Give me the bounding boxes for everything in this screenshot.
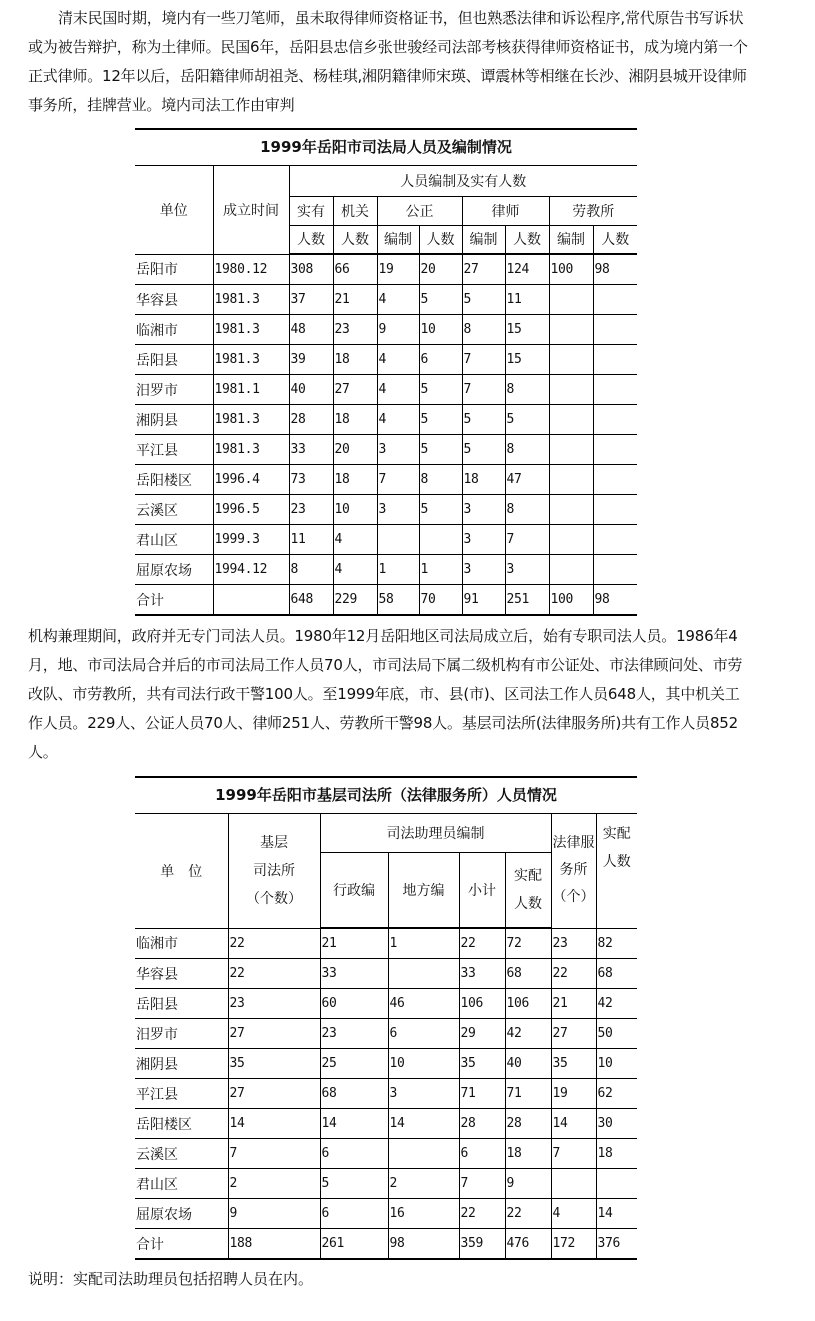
basic-office-table-title: 1999年岳阳市基层司法所（法律服务所）人员情况 xyxy=(135,776,637,814)
col-labor-count-header: 人数 xyxy=(593,225,637,254)
table-cell: 10 xyxy=(333,495,377,525)
table-cell: 28 xyxy=(289,405,333,435)
table-row xyxy=(135,1019,637,1049)
table-cell: 66 xyxy=(333,254,377,285)
table-cell: 4 xyxy=(333,525,377,555)
table-cell: 1981.3 xyxy=(213,285,289,315)
table-cell: 9 xyxy=(505,1169,551,1199)
table-cell: 100 xyxy=(549,254,593,285)
table-cell: 5 xyxy=(419,405,462,435)
table-cell: 14 xyxy=(228,1109,320,1139)
table-cell: 18 xyxy=(596,1139,637,1169)
row-label-cell: 云溪区 xyxy=(135,1139,228,1169)
table-cell: 100 xyxy=(549,585,593,616)
table-cell xyxy=(549,525,593,555)
table-cell: 251 xyxy=(505,585,549,616)
table-row xyxy=(135,959,637,989)
table-cell: 124 xyxy=(505,254,549,285)
row-label-cell: 君山区 xyxy=(135,1169,228,1199)
col-organ-header-bottom: 人数 xyxy=(333,225,377,254)
table-cell: 10 xyxy=(419,315,462,345)
row-label-cell: 屈原农场 xyxy=(135,555,213,585)
table-cell xyxy=(596,1169,637,1199)
table-row xyxy=(135,555,637,585)
table-cell: 22 xyxy=(459,928,505,959)
table-cell: 5 xyxy=(505,405,549,435)
table-cell: 1981.3 xyxy=(213,405,289,435)
table-cell: 5 xyxy=(462,285,505,315)
table-cell: 35 xyxy=(551,1049,596,1079)
table-cell xyxy=(549,285,593,315)
col-group-header: 人员编制及实有人数 xyxy=(289,166,637,196)
row-label-cell: 岳阳县 xyxy=(135,345,213,375)
col-lawyer-quota-header: 编制 xyxy=(462,225,505,254)
table-row xyxy=(135,1049,637,1079)
table-cell: 1 xyxy=(388,928,459,959)
staff-table-grid xyxy=(135,166,637,616)
table-cell: 8 xyxy=(419,465,462,495)
table-cell: 68 xyxy=(505,959,551,989)
table-row xyxy=(135,254,637,285)
row-label-cell: 合计 xyxy=(135,1229,228,1260)
table-cell: 21 xyxy=(320,928,388,959)
table-cell: 1 xyxy=(377,555,419,585)
intro-paragraph: 清末民国时期，境内有一些刀笔师，虽未取得律师资格证书，但也熟悉法律和诉讼程序,常代原告书写诉状或为被告辩护，称为土律师。民国6年，岳阳县忠信乡张世骏经司法部考核获得律师资格证书，成为境内第一个正式律师。12年以后，岳阳籍律师胡祖尧、杨桂琪,湘阴籍律师宋瑛、谭震林等相继在长沙、湘阴县城开设律师事务所，挂牌营业。境内司法工作由审判 xyxy=(28,9,748,114)
table-cell: 20 xyxy=(333,435,377,465)
table-cell: 1981.3 xyxy=(213,315,289,345)
table-cell: 22 xyxy=(459,1199,505,1229)
table-cell: 14 xyxy=(320,1109,388,1139)
t2-actual-line1: 实配 xyxy=(514,867,542,884)
table-cell: 40 xyxy=(289,375,333,405)
table-row xyxy=(135,435,637,465)
table-cell: 1996.4 xyxy=(213,465,289,495)
table-cell: 68 xyxy=(320,1079,388,1109)
table-cell: 1981.3 xyxy=(213,435,289,465)
row-label-cell: 汨罗市 xyxy=(135,1019,228,1049)
table-cell xyxy=(388,959,459,989)
table-cell xyxy=(377,525,419,555)
table-cell: 62 xyxy=(596,1079,637,1109)
table-cell: 1981.3 xyxy=(213,345,289,375)
table-cell: 14 xyxy=(551,1109,596,1139)
staff-table xyxy=(135,128,637,616)
table-cell: 14 xyxy=(388,1109,459,1139)
table-cell: 28 xyxy=(459,1109,505,1139)
table-cell xyxy=(593,375,637,405)
col-founded-header: 成立时间 xyxy=(213,166,289,254)
table-cell: 33 xyxy=(320,959,388,989)
t2-basic-office-line1: 基层 xyxy=(260,834,288,851)
table-row xyxy=(135,285,637,315)
table-cell: 15 xyxy=(505,345,549,375)
table-cell: 35 xyxy=(459,1049,505,1079)
table-cell xyxy=(549,555,593,585)
t2-admin-header: 行政编 xyxy=(320,852,388,928)
t2-basic-office-line3: （个数） xyxy=(246,890,302,907)
table-cell: 1981.1 xyxy=(213,375,289,405)
body-paragraph: 机构兼理期间，政府并无专门司法人员。1980年12月岳阳地区司法局成立后，始有专职司法人员。1986年4月，地、市司法局合并后的市司法局工作人员70人，市司法局下属二级机构有市公证处、市法律顾问处、市劳改队、市劳教所，共有司法行政干警100人。至1999年底，市、县(市)、区司法工作人员648人，其中机关工作人员。229人、公证人员70人、律师251人、劳教所干警98人。基层司法所(法律服务所)共有工作人员852人。 xyxy=(28,627,743,761)
table-cell: 27 xyxy=(551,1019,596,1049)
row-label-cell: 云溪区 xyxy=(135,495,213,525)
table-cell xyxy=(593,345,637,375)
table-cell: 7 xyxy=(228,1139,320,1169)
row-label-cell: 岳阳市 xyxy=(135,254,213,285)
col-unit-header: 单位 xyxy=(135,166,213,254)
t2-unit-header: 单 位 xyxy=(135,814,228,928)
col-lawyer-header: 律师 xyxy=(462,196,549,225)
table-cell: 1 xyxy=(419,555,462,585)
table-cell: 21 xyxy=(551,989,596,1019)
table-cell: 18 xyxy=(333,405,377,435)
table-cell: 4 xyxy=(377,285,419,315)
table-cell: 11 xyxy=(289,525,333,555)
table-row xyxy=(135,1229,637,1260)
table-row xyxy=(135,928,637,959)
table-cell: 19 xyxy=(551,1079,596,1109)
table-cell xyxy=(549,405,593,435)
table-cell: 5 xyxy=(320,1169,388,1199)
table-cell: 5 xyxy=(419,495,462,525)
table-cell: 648 xyxy=(289,585,333,616)
table-row xyxy=(135,405,637,435)
row-label-cell: 临湘市 xyxy=(135,928,228,959)
table-cell: 25 xyxy=(320,1049,388,1079)
table-cell: 58 xyxy=(377,585,419,616)
table-cell: 2 xyxy=(228,1169,320,1199)
table-cell xyxy=(388,1139,459,1169)
table-cell: 27 xyxy=(228,1019,320,1049)
table-cell xyxy=(549,435,593,465)
table-cell: 40 xyxy=(505,1049,551,1079)
table-cell: 9 xyxy=(377,315,419,345)
table-row xyxy=(135,345,637,375)
table-row xyxy=(135,1109,637,1139)
t2-basic-office-line2: 司法所 xyxy=(253,862,295,879)
table-cell: 20 xyxy=(419,254,462,285)
table-cell xyxy=(593,555,637,585)
table-cell: 47 xyxy=(505,465,549,495)
table-cell: 27 xyxy=(228,1079,320,1109)
table-cell: 5 xyxy=(462,435,505,465)
table-cell: 21 xyxy=(333,285,377,315)
table-cell: 33 xyxy=(459,959,505,989)
table-row xyxy=(135,989,637,1019)
table-cell: 7 xyxy=(505,525,549,555)
t2-basic-office-header xyxy=(228,814,320,928)
col-actual-header-top: 实有 xyxy=(289,196,333,225)
staff-table-body xyxy=(135,254,637,615)
table-cell xyxy=(549,315,593,345)
table-cell: 19 xyxy=(377,254,419,285)
table-cell xyxy=(419,525,462,555)
t2-actual-line2: 人数 xyxy=(514,895,542,912)
table-cell xyxy=(593,435,637,465)
t2-subtotal-header: 小计 xyxy=(459,852,505,928)
table-cell: 5 xyxy=(462,405,505,435)
row-label-cell: 君山区 xyxy=(135,525,213,555)
t2-assist-group-header: 司法助理员编制 xyxy=(320,814,551,852)
table-cell: 1999.3 xyxy=(213,525,289,555)
row-label-cell: 临湘市 xyxy=(135,315,213,345)
table-cell: 23 xyxy=(289,495,333,525)
table-cell: 8 xyxy=(462,315,505,345)
table-row xyxy=(135,1139,637,1169)
table-cell xyxy=(593,405,637,435)
table-cell: 9 xyxy=(228,1199,320,1229)
table-row xyxy=(135,375,637,405)
col-notary-quota-header: 编制 xyxy=(377,225,419,254)
table-cell: 229 xyxy=(333,585,377,616)
row-label-cell: 平江县 xyxy=(135,1079,228,1109)
table-cell xyxy=(549,495,593,525)
table-cell: 27 xyxy=(333,375,377,405)
table-cell xyxy=(213,585,289,616)
table-cell xyxy=(593,285,637,315)
table-cell xyxy=(593,465,637,495)
table-cell: 6 xyxy=(388,1019,459,1049)
col-organ-header-top: 机关 xyxy=(333,196,377,225)
table-row xyxy=(135,315,637,345)
table-cell: 4 xyxy=(377,375,419,405)
table-cell: 18 xyxy=(333,465,377,495)
table-cell: 30 xyxy=(596,1109,637,1139)
table-note: 说明：实配司法助理员包括招聘人员在内。 xyxy=(28,1270,314,1288)
table-cell: 5 xyxy=(419,435,462,465)
table-cell: 3 xyxy=(462,495,505,525)
t2-actual-header xyxy=(505,852,551,928)
table-cell: 1996.5 xyxy=(213,495,289,525)
table-cell: 8 xyxy=(505,375,549,405)
table-cell: 3 xyxy=(377,495,419,525)
table-cell: 7 xyxy=(551,1139,596,1169)
table-cell: 6 xyxy=(419,345,462,375)
table-cell: 42 xyxy=(596,989,637,1019)
table-cell: 106 xyxy=(459,989,505,1019)
table-cell: 28 xyxy=(505,1109,551,1139)
table-cell: 14 xyxy=(596,1199,637,1229)
col-labor-header: 劳教所 xyxy=(549,196,637,225)
row-label-cell: 屈原农场 xyxy=(135,1199,228,1229)
row-label-cell: 岳阳楼区 xyxy=(135,1109,228,1139)
row-label-cell: 汨罗市 xyxy=(135,375,213,405)
table-cell: 35 xyxy=(228,1049,320,1079)
table-cell: 6 xyxy=(320,1199,388,1229)
table-cell: 10 xyxy=(596,1049,637,1079)
table-row xyxy=(135,465,637,495)
table-cell: 42 xyxy=(505,1019,551,1049)
table-cell: 8 xyxy=(505,435,549,465)
table-cell xyxy=(549,465,593,495)
table-cell: 188 xyxy=(228,1229,320,1260)
table-cell: 11 xyxy=(505,285,549,315)
table-cell: 4 xyxy=(551,1199,596,1229)
table-cell: 5 xyxy=(419,375,462,405)
table-cell: 23 xyxy=(320,1019,388,1049)
table-cell: 22 xyxy=(551,959,596,989)
table-cell: 172 xyxy=(551,1229,596,1260)
row-label-cell: 华容县 xyxy=(135,285,213,315)
table-cell: 22 xyxy=(228,959,320,989)
table-cell: 106 xyxy=(505,989,551,1019)
table-cell: 3 xyxy=(377,435,419,465)
table-cell: 18 xyxy=(505,1139,551,1169)
table-cell: 10 xyxy=(388,1049,459,1079)
table-cell: 8 xyxy=(289,555,333,585)
table-cell: 376 xyxy=(596,1229,637,1260)
table-cell: 33 xyxy=(289,435,333,465)
table-cell: 476 xyxy=(505,1229,551,1260)
col-lawyer-count-header: 人数 xyxy=(505,225,549,254)
table-row xyxy=(135,585,637,616)
t2-legal-service-header: 法律服务所（个） xyxy=(551,814,596,928)
table-cell: 70 xyxy=(419,585,462,616)
staff-table-title: 1999年岳阳市司法局人员及编制情况 xyxy=(135,128,637,166)
table-row xyxy=(135,495,637,525)
table-cell: 68 xyxy=(596,959,637,989)
row-label-cell: 湘阴县 xyxy=(135,405,213,435)
table-cell xyxy=(593,525,637,555)
table-row xyxy=(135,1169,637,1199)
table-cell: 27 xyxy=(462,254,505,285)
t2-staff-header: 实配人数 xyxy=(596,814,637,928)
table-cell: 29 xyxy=(459,1019,505,1049)
table-cell: 2 xyxy=(388,1169,459,1199)
table-cell: 6 xyxy=(459,1139,505,1169)
table-cell: 3 xyxy=(505,555,549,585)
table-cell: 23 xyxy=(333,315,377,345)
col-notary-header: 公正 xyxy=(377,196,462,225)
basic-office-table-grid xyxy=(135,814,637,1260)
table-cell xyxy=(593,495,637,525)
table-cell: 6 xyxy=(320,1139,388,1169)
t2-local-header: 地方编 xyxy=(388,852,459,928)
table-cell: 4 xyxy=(377,405,419,435)
table-cell: 3 xyxy=(462,525,505,555)
table-cell: 3 xyxy=(388,1079,459,1109)
table-cell: 82 xyxy=(596,928,637,959)
row-label-cell: 平江县 xyxy=(135,435,213,465)
table-cell: 18 xyxy=(462,465,505,495)
col-actual-header-bottom: 人数 xyxy=(289,225,333,254)
table-cell: 71 xyxy=(505,1079,551,1109)
table-cell: 72 xyxy=(505,928,551,959)
basic-office-table xyxy=(135,776,637,1260)
table-cell: 16 xyxy=(388,1199,459,1229)
table-cell xyxy=(549,345,593,375)
table-cell: 7 xyxy=(462,345,505,375)
table-cell: 91 xyxy=(462,585,505,616)
table-cell xyxy=(549,375,593,405)
row-label-cell: 岳阳县 xyxy=(135,989,228,1019)
col-notary-count-header: 人数 xyxy=(419,225,462,254)
table-cell: 98 xyxy=(593,585,637,616)
row-label-cell: 岳阳楼区 xyxy=(135,465,213,495)
table-cell: 4 xyxy=(333,555,377,585)
row-label-cell: 合计 xyxy=(135,585,213,616)
table-cell: 359 xyxy=(459,1229,505,1260)
table-row xyxy=(135,1079,637,1109)
table-cell: 23 xyxy=(228,989,320,1019)
table-cell: 261 xyxy=(320,1229,388,1260)
table-cell: 7 xyxy=(377,465,419,495)
table-cell: 98 xyxy=(388,1229,459,1260)
table-cell: 46 xyxy=(388,989,459,1019)
row-label-cell: 华容县 xyxy=(135,959,228,989)
table-cell: 73 xyxy=(289,465,333,495)
table-cell xyxy=(593,315,637,345)
table-row xyxy=(135,1199,637,1229)
table-cell: 1980.12 xyxy=(213,254,289,285)
table-cell: 15 xyxy=(505,315,549,345)
table-cell: 48 xyxy=(289,315,333,345)
table-row xyxy=(135,525,637,555)
row-label-cell: 湘阴县 xyxy=(135,1049,228,1079)
table-cell: 4 xyxy=(377,345,419,375)
table-cell xyxy=(551,1169,596,1199)
table-cell: 22 xyxy=(228,928,320,959)
table-cell: 8 xyxy=(505,495,549,525)
table-cell: 71 xyxy=(459,1079,505,1109)
table-cell: 1994.12 xyxy=(213,555,289,585)
table-cell: 39 xyxy=(289,345,333,375)
table-cell: 5 xyxy=(419,285,462,315)
table-cell: 23 xyxy=(551,928,596,959)
table-cell: 7 xyxy=(459,1169,505,1199)
basic-office-table-body xyxy=(135,928,637,1259)
table-cell: 60 xyxy=(320,989,388,1019)
table-cell: 7 xyxy=(462,375,505,405)
table-cell: 50 xyxy=(596,1019,637,1049)
table-cell: 18 xyxy=(333,345,377,375)
table-cell: 308 xyxy=(289,254,333,285)
table-cell: 22 xyxy=(505,1199,551,1229)
table-cell: 98 xyxy=(593,254,637,285)
col-labor-quota-header: 编制 xyxy=(549,225,593,254)
table-cell: 37 xyxy=(289,285,333,315)
table-cell: 3 xyxy=(462,555,505,585)
